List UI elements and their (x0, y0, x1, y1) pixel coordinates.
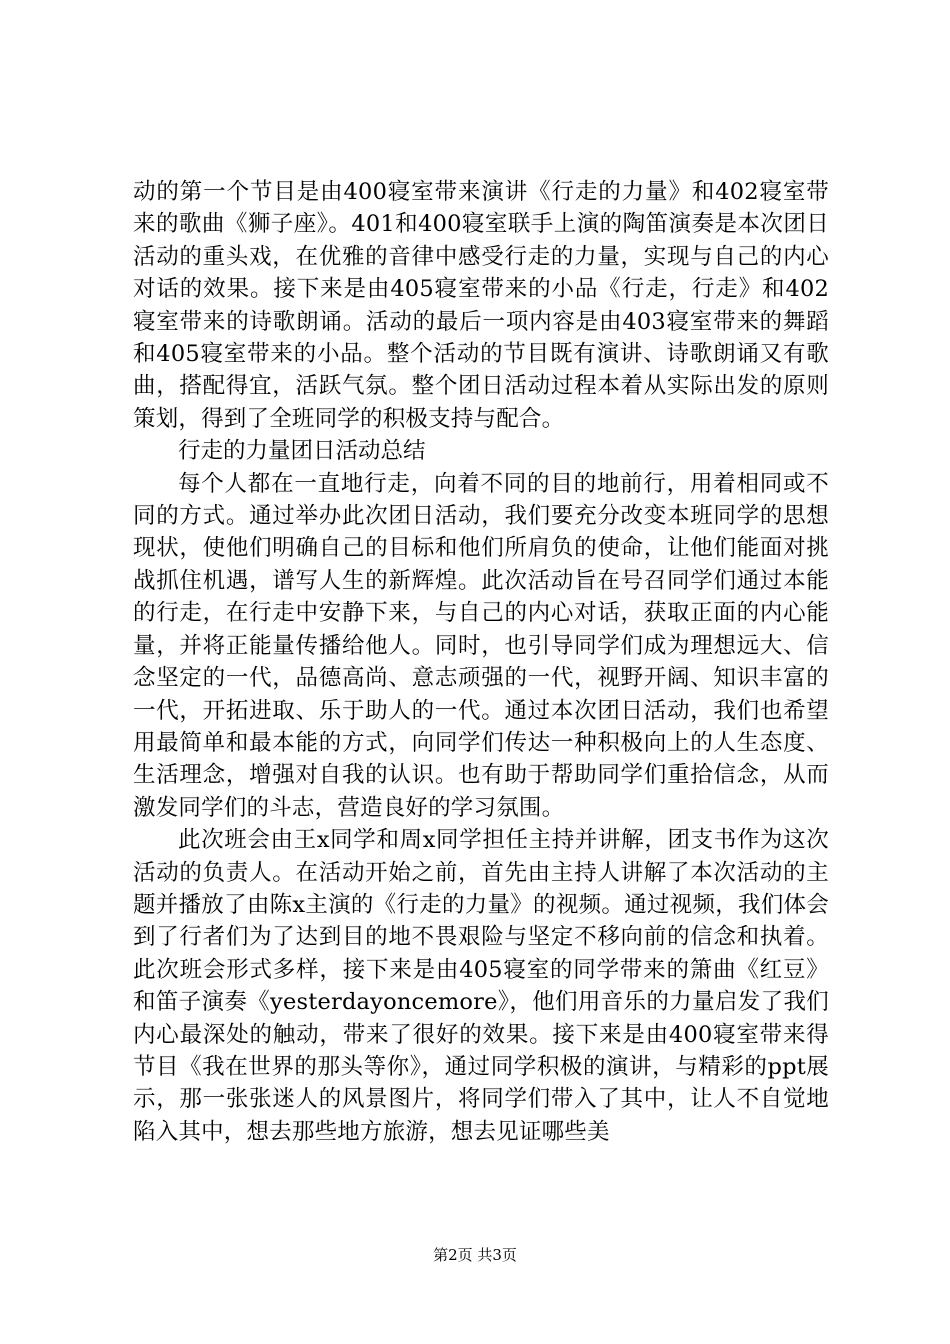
section-title: 行走的力量团日活动总结 (178, 438, 426, 465)
page-footer: 第2页 共3页 (433, 1246, 517, 1264)
paragraph-continued: 动的第一个节目是由400寝室带来演讲《行走的力量》和402寝室带来的歌曲《狮子座》。401和400寝室联手上演的陶笛演奏是本次团日活动的重头戏，在优雅的音律中感受行走的力量，实现与自己的内心对话的效果。接下来是由405寝室带来的小品《行走，行走》和402寝室带来的诗歌朗诵。活动的最后一项内容是由403寝室带来的舞蹈和405寝室带来的小品。整个活动的节目既有演讲、诗歌朗诵又有歌曲，搭配得宜，活跃气氛。整个团日活动过程本着从实际出发的原则策划，得到了全班同学的积极支持与配合。 (133, 179, 829, 432)
paragraph-process: 此次班会由王x同学和周x同学担任主持并讲解，团支书作为这次活动的负责人。在活动开始之前，首先由主持人讲解了本次活动的主题并播放了由陈x主演的《行走的力量》的视频。通过视频，我们体会到了行者们为了达到目的地不畏艰险与坚定不移向前的信念和执着。此次班会形式多样，接下来是由405寝室的同学带来的箫曲《红豆》和笛子演奏《yesterdayoncemore》，他们用音乐的力量启发了我们内心最深处的触动，带来了很好的效果。接下来是由400寝室带来得节目《我在世界的那头等你》，通过同学积极的演讲，与精彩的ppt展示，那一张张迷人的风景图片，将同学们带入了其中，让人不自觉地陷入其中，想去那些地方旅游，想去见证哪些美 (133, 827, 829, 1145)
paragraph-purpose: 每个人都在一直地行走，向着不同的目的地前行，用着相同或不同的方式。通过举办此次团日活动，我们要充分改变本班同学的思想现状，使他们明确自己的目标和他们所肩负的使命，让他们能面对挑战抓住机遇，谱写人生的新辉煌。此次活动旨在号召同学们通过本能的行走，在行走中安静下来，与自己的内心对话，获取正面的内心能量，并将正能量传播给他人。同时，也引导同学们成为理想远大、信念坚定的一代，品德高尚、意志顽强的一代，视野开阔、知识丰富的一代，开拓进取、乐于助人的一代。通过本次团日活动，我们也希望用最简单和最本能的方式，向同学们传达一种积极向上的人生态度、生活理念，增强对自我的认识。也有助于帮助同学们重拾信念，从而激发同学们的斗志，营造良好的学习氛围。 (133, 470, 829, 821)
document-body (133, 176, 829, 1148)
